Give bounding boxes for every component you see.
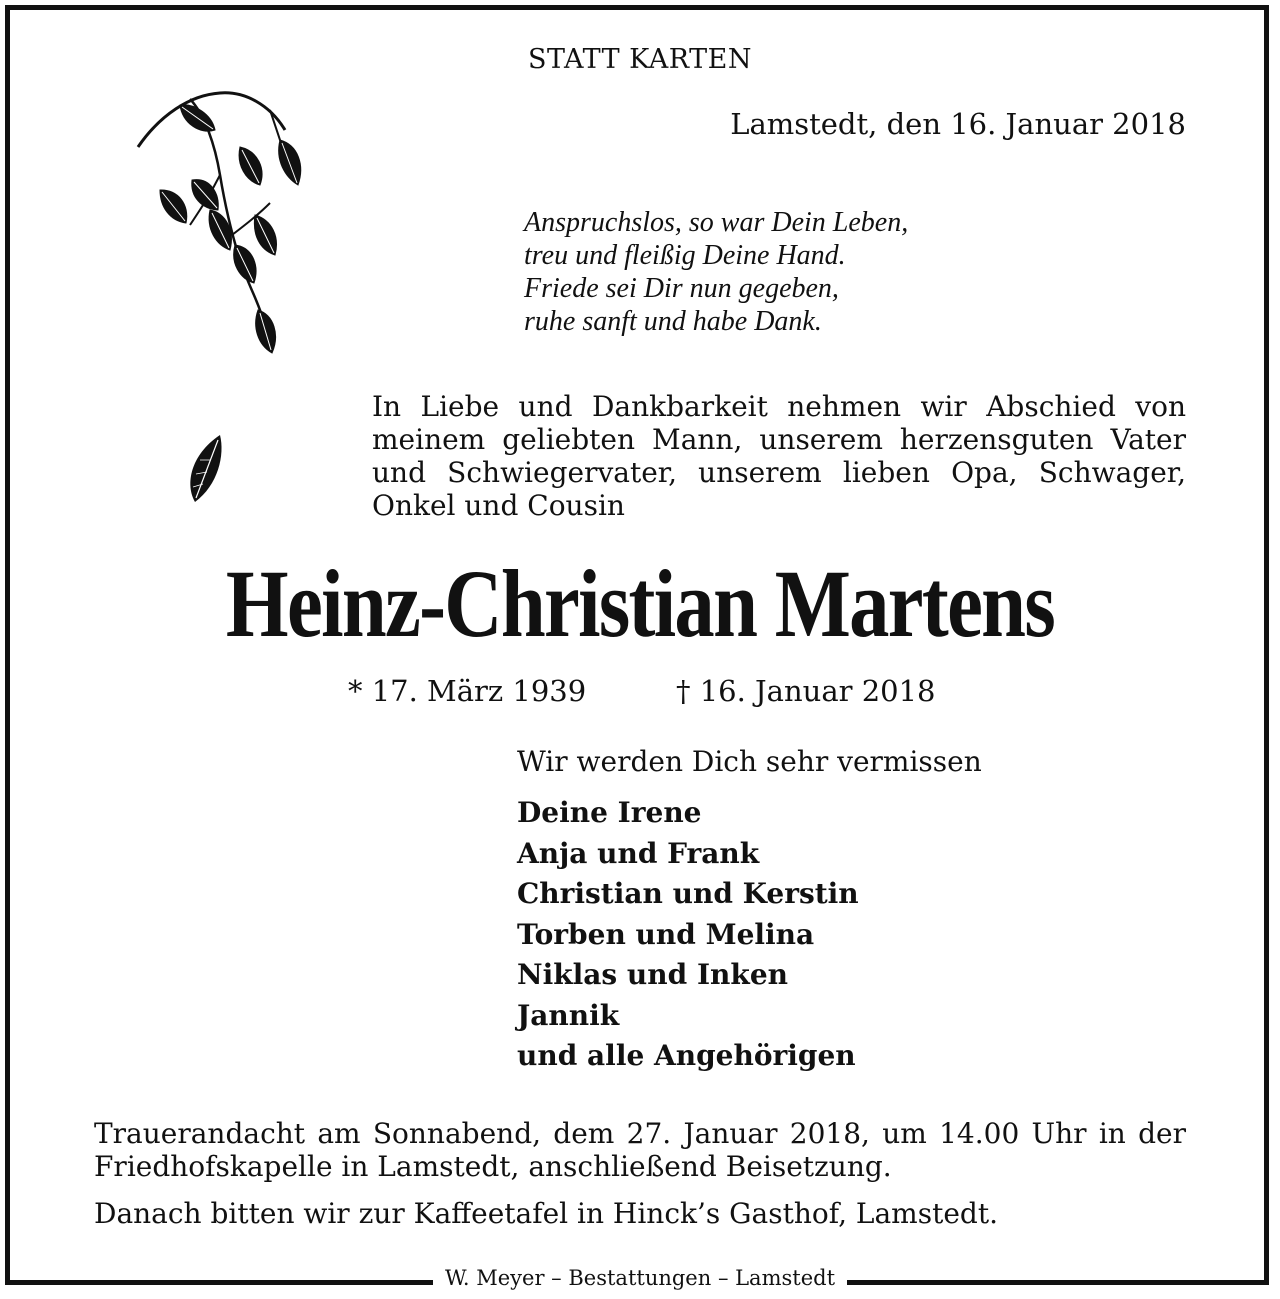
signer: Niklas und Inken	[517, 958, 788, 991]
poem	[524, 206, 908, 338]
poem-line: ruhe sanft und habe Dank.	[524, 306, 822, 337]
poem-line: treu und fleißig Deine Hand.	[524, 240, 846, 271]
intro-line: meinem geliebten Mann, unserem herzensguten Vater	[372, 423, 1186, 456]
footer-text: W. Meyer – Bestattungen – Lamstedt	[433, 1266, 847, 1290]
signer: Anja und Frank	[517, 836, 760, 870]
dateline: Lamstedt, den 16. Januar 2018	[730, 107, 1186, 141]
service-line: Trauerandacht am Sonnabend, dem 27. Januar 2018, um 14.00 Uhr in der	[94, 1117, 1186, 1150]
death-date: † 16. Januar 2018	[676, 674, 936, 708]
signer: Torben und Melina	[517, 917, 815, 951]
deceased-name: Heinz-Christian Martens	[225, 550, 1055, 657]
header-statt-karten: STATT KARTEN	[528, 44, 752, 75]
coffee-invitation: Danach bitten wir zur Kaffeetafel in Hinck’s Gasthof, Lamstedt.	[94, 1197, 998, 1230]
service-info	[94, 1117, 1186, 1183]
missing-line: Wir werden Dich sehr vermissen	[517, 745, 982, 778]
poem-line: Anspruchslos, so war Dein Leben,	[524, 207, 909, 238]
footer-undertaker	[0, 1266, 1280, 1290]
intro-line: und Schwiegervater, unserem lieben Opa, Schwager,	[372, 456, 1186, 489]
intro-line: In Liebe und Dankbarkeit nehmen wir Abschied von	[372, 390, 1186, 423]
signers-list	[517, 793, 859, 1077]
signer: und alle Angehörigen	[517, 1039, 856, 1072]
intro-paragraph	[372, 390, 1186, 522]
signer: Jannik	[517, 998, 620, 1032]
birth-date: * 17. März 1939	[348, 674, 587, 708]
poem-line: Friede sei Dir nun gegeben,	[524, 273, 839, 304]
falling-leaf-icon	[180, 430, 230, 510]
birch-branch-icon	[120, 85, 320, 365]
intro-line: Onkel und Cousin	[372, 489, 625, 522]
signer: Deine Irene	[517, 796, 702, 829]
signer: Christian und Kerstin	[517, 877, 859, 910]
service-line: Friedhofskapelle in Lamstedt, anschließend Beisetzung.	[94, 1150, 892, 1183]
